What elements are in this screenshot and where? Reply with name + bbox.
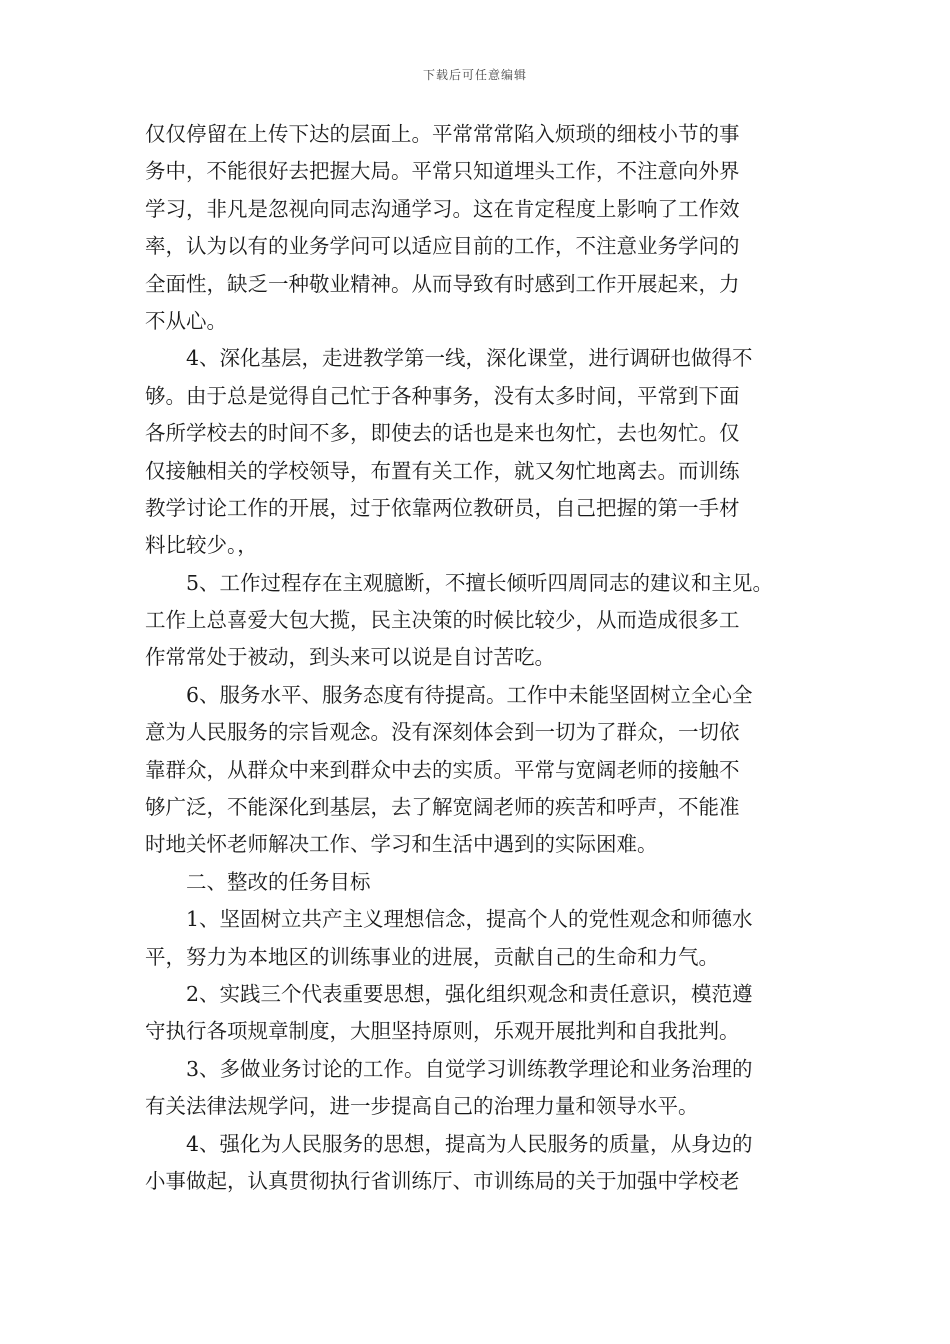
text-line: 4、深化基层，走进教学第一线，深化课堂，进行调研也做得不: [186, 346, 753, 371]
text-line: 4、强化为人民服务的思想，提高为人民服务的质量，从身边的: [186, 1131, 753, 1156]
text-line: 够广泛，不能深化到基层，去了解宽阔老师的疾苦和呼声，不能准: [145, 795, 740, 820]
document-body: [145, 116, 809, 1200]
text-line: 学习，非凡是忽视向同志沟通学习。这在肯定程度上影响了工作效: [145, 196, 740, 221]
text-line: 作常常处于被动，到头来可以说是自讨苦吃。: [145, 645, 555, 670]
text-line: 5、工作过程存在主观臆断，不擅长倾听四周同志的建议和主见。: [186, 570, 774, 595]
text-line: 各所学校去的时间不多，即使去的话也是来也匆忙，去也匆忙。仅: [145, 421, 740, 446]
text-line: 率，认为以有的业务学问可以适应目前的工作，不注意业务学问的: [145, 234, 740, 259]
text-line: 够。由于总是觉得自己忙于各种事务，没有太多时间，平常到下面: [145, 383, 740, 408]
text-line: 靠群众，从群众中来到群众中去的实质。平常与宽阔老师的接触不: [145, 757, 740, 782]
text-line: 3、多做业务讨论的工作。自觉学习训练教学理论和业务治理的: [186, 1056, 753, 1081]
text-line: 二、整改的任务目标: [186, 869, 371, 894]
header-note: 下载后可任意编辑: [422, 68, 527, 82]
text-line: 时地关怀老师解决工作、学习和生活中遇到的实际困难。: [145, 832, 658, 857]
text-line: 意为人民服务的宗旨观念。没有深刻体会到一切为了群众，一切依: [145, 720, 740, 745]
text-line: 工作上总喜爱大包大揽，民主决策的时候比较少，从而造成很多工: [145, 608, 740, 633]
text-line: 务中，不能很好去把握大局。平常只知道埋头工作，不注意向外界: [145, 159, 740, 184]
text-line: 料比较少。，: [145, 533, 258, 558]
text-line: 教学讨论工作的开展，过于依靠两位教研员，自己把握的第一手材: [145, 495, 740, 520]
text-line: 守执行各项规章制度，大胆坚持原则，乐观开展批判和自我批判。: [145, 1019, 740, 1044]
text-line: 有关法律法规学问，进一步提高自己的治理力量和领导水平。: [145, 1094, 699, 1119]
text-line: 全面性，缺乏一种敬业精神。从而导致有时感到工作开展起来，力: [145, 271, 740, 296]
text-line: 仅仅停留在上传下达的层面上。平常常常陷入烦琐的细枝小节的事: [145, 122, 740, 146]
text-line: 小事做起，认真贯彻执行省训练厅、市训练局的关于加强中学校老: [145, 1168, 740, 1193]
text-line: 1、坚固树立共产主义理想信念，提高个人的党性观念和师德水: [186, 907, 753, 932]
text-line: 6、服务水平、服务态度有待提高。工作中未能坚固树立全心全: [186, 682, 753, 707]
text-line: 仅接触相关的学校领导，布置有关工作，就又匆忙地离去。而训练: [145, 458, 740, 483]
text-line: 2、实践三个代表重要思想，强化组织观念和责任意识，模范遵: [186, 981, 753, 1006]
text-line: 平，努力为本地区的训练事业的进展，贡献自己的生命和力气。: [145, 944, 719, 969]
text-line: 不从心。: [145, 308, 227, 333]
